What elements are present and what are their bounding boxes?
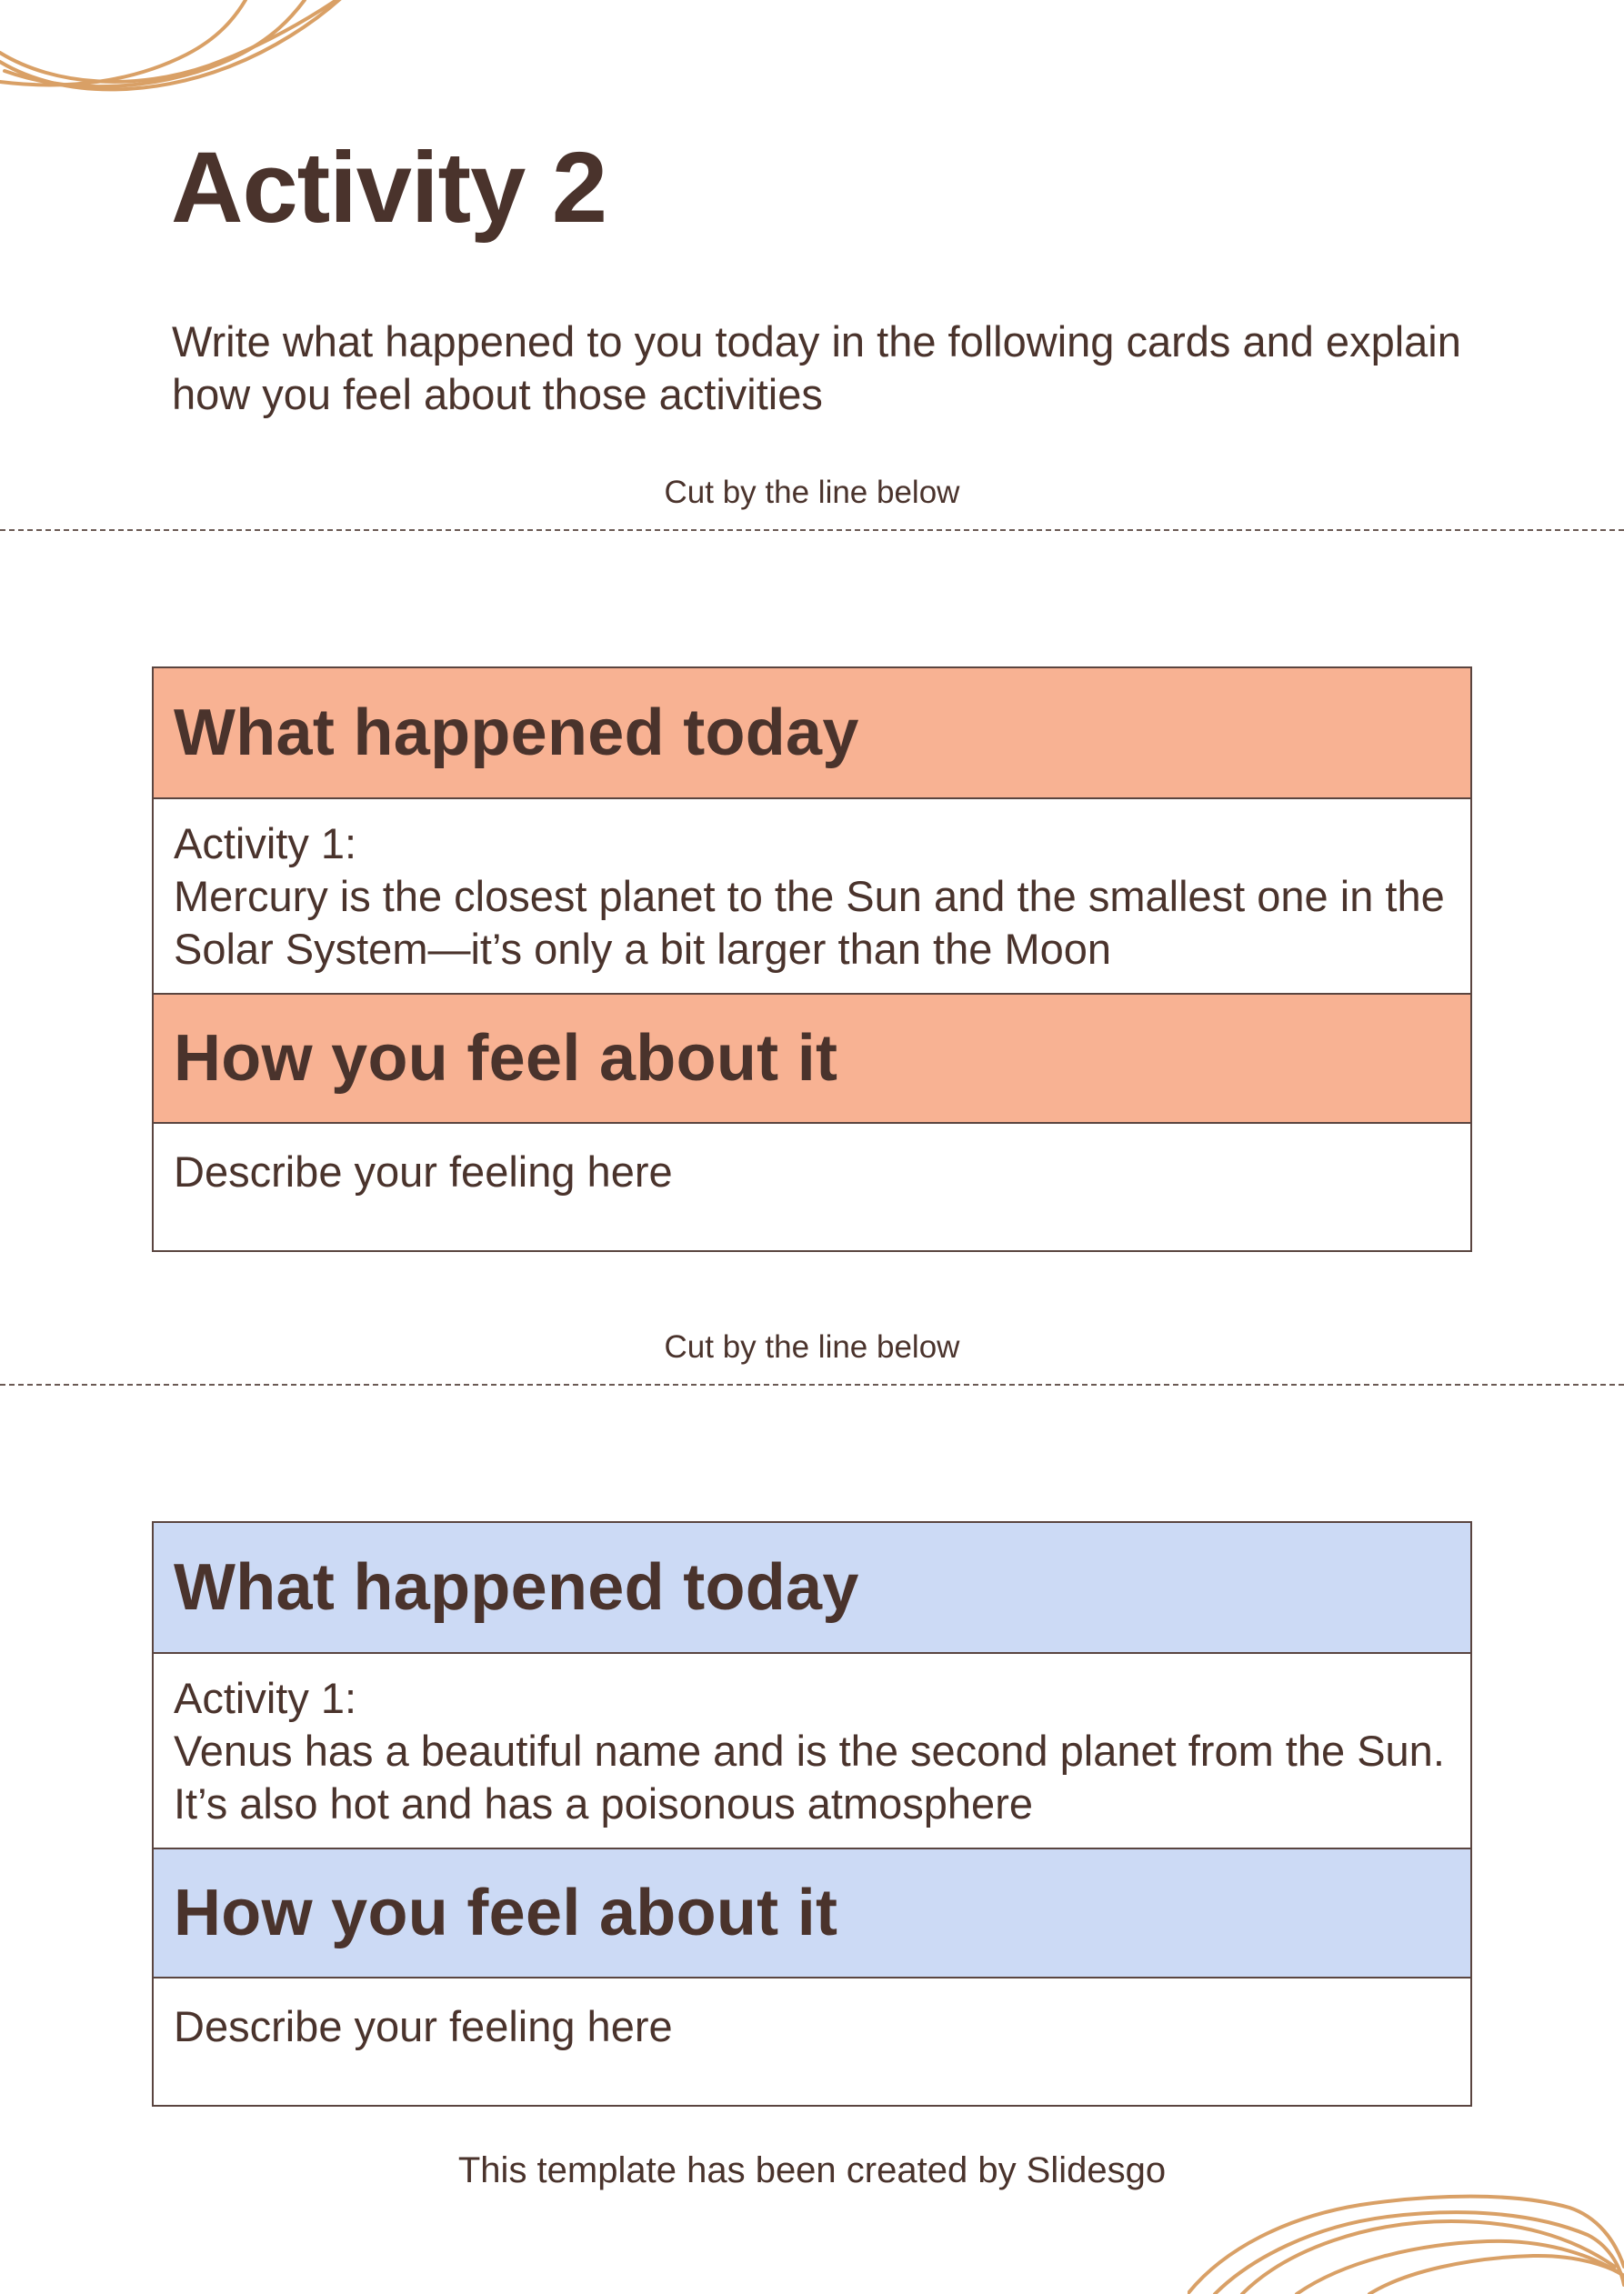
cut-dashed-line bbox=[0, 1384, 1624, 1386]
corner-scribble-decoration-bottom-right bbox=[1188, 2185, 1624, 2294]
cut-instruction-label: Cut by the line below bbox=[664, 1329, 960, 1365]
activity-label: Activity 1: bbox=[174, 819, 357, 867]
card-heading-how-you-feel: How you feel about it bbox=[154, 993, 1470, 1122]
card-heading-how-you-feel: How you feel about it bbox=[154, 1848, 1470, 1977]
activity-description: Mercury is the closest planet to the Sun and the smallest one in the Solar System—it’s only a bit larger than the Moon bbox=[174, 872, 1445, 973]
card-heading-what-happened: What happened today bbox=[154, 668, 1470, 797]
card-activity-section[interactable] bbox=[154, 797, 1470, 993]
page-title: Activity 2 bbox=[171, 132, 607, 244]
footer-credit: This template has been created by Slidesgo bbox=[457, 2150, 1167, 2190]
activity-card-orange bbox=[152, 666, 1472, 1252]
card-activity-section[interactable] bbox=[154, 1652, 1470, 1848]
corner-scribble-decoration-top-left bbox=[0, 0, 355, 100]
feeling-text-field[interactable]: Describe your feeling here bbox=[154, 1122, 1470, 1250]
instructions-text: Write what happened to you today in the following cards and explain how you feel about those activities bbox=[172, 317, 1461, 418]
activity-description: Venus has a beautiful name and is the second planet from the Sun. It’s also hot and has a poisonous atmosphere bbox=[174, 1727, 1445, 1828]
activity-card-blue bbox=[152, 1521, 1472, 2107]
card-heading-what-happened: What happened today bbox=[154, 1523, 1470, 1652]
activity-label: Activity 1: bbox=[174, 1674, 357, 1722]
feeling-text-field[interactable]: Describe your feeling here bbox=[154, 1977, 1470, 2105]
cut-instruction-label: Cut by the line below bbox=[664, 475, 960, 510]
cut-dashed-line bbox=[0, 529, 1624, 531]
